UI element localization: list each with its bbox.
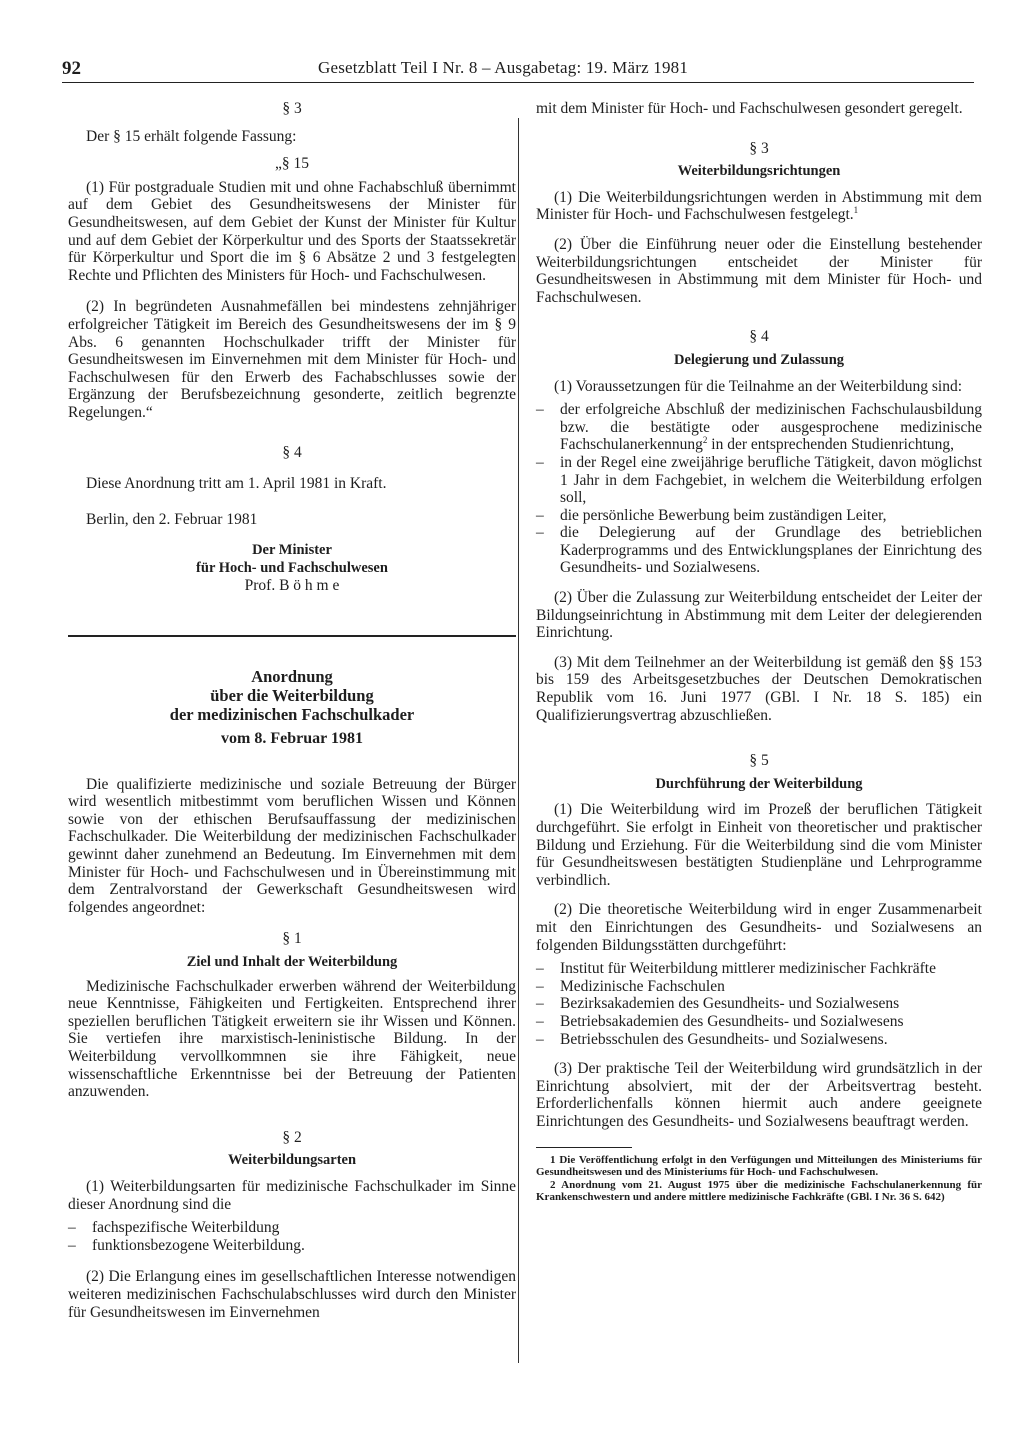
list-item-text: Institut für Weiterbildung mittlerer medizinischer Fachkräfte [560,960,936,978]
paragraph: Medizinische Fachschulkader erwerben während der Weiterbildung neue Kenntnisse, Fähigkeiten und Fertigkeiten. Entsprechend ihrer speziellen beruflichen Tätigkeit erweitern sie ihr Wissen und Können. Sie vertiefen ihre marxistisch-leninistische Bildung. In der Weiterbildung vervollkommnen sie ihre Fähigkeit, neue wissenschaftliche Erkenntnisse bei der Betreuung der Patienten anzuwenden. [68,977,516,1101]
running-title: Gesetzblatt Teil I Nr. 8 – Ausgabetag: 19. März 1981 [318,58,689,77]
section-title: Weiterbildungsarten [227,1152,357,1169]
section-heading: § 3 [282,100,302,117]
list-item [536,960,982,978]
ordinance-title: der medizinischen Fachschulkader [169,705,415,725]
dash-marker: – [536,506,544,524]
signature-title: Der Minister [252,542,332,559]
list-item [68,1237,516,1255]
paragraph-text: (1) Die Weiterbildungsrichtungen werden in Abstimmung mit dem Minister für Hoch- und Fachschulwesen festgelegt. [536,188,982,224]
list-item [536,524,982,577]
list-item [536,454,982,507]
list-item [68,1219,516,1237]
paragraph: (3) Der praktische Teil der Weiterbildung wird grundsätzlich in der Einrichtung absolviert, mit der der Arbeitsvertrag besteht. Erforderlichenfalls können hiermit auch andere geeignete Einrichtungen des Gesundheits- und Sozialwesens beauftragt werden. [536,1060,982,1130]
list-item [536,1031,982,1049]
list-item-text: Betriebsschulen des Gesundheits- und Sozialwesens. [560,1030,888,1048]
paragraph-continuation: mit dem Minister für Hoch- und Fachschulwesen gesondert geregelt. [536,100,963,117]
footnote: 2 Anordnung vom 21. August 1975 über die medizinische Fachschulanerkennung für Krankenschwestern und andere mittlere medizinische Fachkräfte (GBl. I Nr. 36 S. 642) [536,1178,982,1203]
signature-title: für Hoch- und Fachschulwesen [196,559,388,576]
list-item [536,507,982,525]
list-item-text: der erfolgreiche Abschluß der medizinischen Fachschulausbildung bzw. die bestätigte oder ausgesprochene medizinische Fachschulanerkennung [560,401,982,454]
page-number: 92 [62,58,81,79]
section-title: Delegierung und Zulassung [673,351,845,368]
section-heading: § 4 [282,443,302,461]
section-heading: „§ 15 [274,155,309,173]
footnote: 1 Die Veröffentlichung erfolgt in den Verfügungen und Mitteilungen des Ministeriums für Gesundheitswesen und des Ministeriums für Hoch- und Fachschulwesen. [536,1153,982,1178]
section-title: Weiterbildungsrichtungen [677,163,841,180]
dash-marker: – [68,1236,76,1254]
section-heading: § 3 [749,139,769,157]
dash-marker: – [536,1030,544,1048]
list-item [536,401,982,454]
list-item-text: fachspezifische Weiterbildung [92,1219,280,1237]
paragraph: (2) Über die Einführung neuer oder die Einstellung bestehender Weiterbildungsrichtungen entscheidet der Minister für Gesundheitswesen in Abstimmung mit dem Minister für Hoch- und Fachschulwesen. [536,235,982,306]
section-title: Durchführung der Weiterbildung [655,775,863,792]
paragraph: Der § 15 erhält folgende Fassung: [86,127,297,145]
section-heading: § 5 [749,752,769,770]
column-divider [518,118,519,1363]
paragraph: (1) Für postgraduale Studien mit und ohne Fachabschluß übernimmt auf dem Gebiet des Gesundheitswesens der Minister für Gesundheitswesen, auf dem Gebiet der Kunst der Minister für Kultur und auf dem Gebiet der Körperkultur und des Sports der Staatssekretär für Körperkultur und Sport die im § 6 Absätze 2 und 3 festgelegten Rechte und Pflichten des Ministers für Hoch- und Fachschulwesen. [68,178,516,284]
list-item-text: in der entsprechenden Studienrichtung, [707,436,955,454]
signature-name: Prof. B ö h m e [244,577,340,595]
dash-marker: – [536,524,544,542]
footnote-rule [536,1147,632,1148]
right-column [536,100,982,1204]
footnote-ref: 1 [853,205,859,216]
list-item-text: Medizinische Fachschulen [560,977,725,995]
paragraph [536,189,982,224]
dash-marker: – [536,960,544,978]
paragraph: (1) Die Weiterbildung wird im Prozeß der beruflichen Tätigkeit durchgeführt. Sie erfolgt in Einheit von theoretischer und praktischer Bildung und Erziehung. Für die Weiterbildung sind die vom Minister für Gesundheitswesen bestätigten Studienpläne und Lehrprogramme verbindlich. [536,801,982,889]
section-heading: § 2 [282,1128,302,1146]
preamble: Die qualifizierte medizinische und soziale Betreuung der Bürger wird wesentlich mitbestimmt vom beruflichen Wissen und Können sowie von der ethischen Berufsauffassung der medizinischen Fachschulkader. Die Weiterbildung der medizinischen Fachschulkader gewinnt daher zunehmend an Bedeutung. Im Einvernehmen mit dem Minister für Hoch- und Fachschulwesen und in Übereinstimmung mit dem Zentralvorstand der Gewerkschaft Gesundheitswesen wird folgendes angeordnet: [68,775,516,916]
paragraph: (1) Weiterbildungsarten für medizinische Fachschulkader im Sinne dieser Anordnung sind die [68,1177,516,1213]
list-item [536,978,982,996]
ordinance-title: über die Weiterbildung [210,686,374,706]
place-date: Berlin, den 2. Februar 1981 [86,510,258,528]
ordinance-date: vom 8. Februar 1981 [221,730,363,748]
list-item [536,995,982,1013]
paragraph: (2) In begründeten Ausnahmefällen bei mindestens zehnjähriger erfolgreicher Tätigkeit im Bereich des Gesundheitswesens der im § 9 Abs. 6 genannten Hochschulkader trifft der Minister für Gesundheitswesen im Einvernehmen mit dem Minister für Hoch- und Fachschulwesen für den Erwerb des Fachabschlusses sowie der Ergänzung der Berufsbezeichnung gesonderte, zeitlich begrenzte Regelungen.“ [68,298,516,421]
paragraph: Diese Anordnung tritt am 1. April 1981 in Kraft. [86,475,387,493]
dash-marker: – [536,453,544,471]
section-heading: § 1 [282,930,302,948]
dash-marker: – [536,1012,544,1030]
paragraph: (3) Mit dem Teilnehmer an der Weiterbildung ist gemäß den §§ 153 bis 159 des Arbeitsgesetzbuches der Deutschen Demokratischen Republik vom 16. Juni 1977 (GBl. I Nr. 18 S. 185) ein Qualifizierungsvertrag abzuschließen. [536,653,982,724]
list-item-text: die Delegierung auf der Grundlage des betrieblichen Kaderprogramms und des Entwicklungsplanes der Einrichtung des Gesundheits- und Sozialwesens. [560,524,982,577]
dash-marker: – [536,977,544,995]
paragraph: (1) Voraussetzungen für die Teilnahme an der Weiterbildung sind: [554,377,963,395]
list-item-text: funktionsbezogene Weiterbildung. [92,1236,305,1254]
dash-marker: – [68,1219,76,1237]
paragraph: (2) Die theoretische Weiterbildung wird in enger Zusammenarbeit mit den Einrichtungen des Gesundheits- und Sozialwesens an folgenden Bildungsstätten durchgeführt: [536,901,982,954]
list-item-text: die persönliche Bewerbung beim zuständigen Leiter, [560,506,887,524]
list-item-text: Bezirksakademien des Gesundheits- und Sozialwesens [560,995,900,1013]
section-title: Ziel und Inhalt der Weiterbildung [186,954,398,970]
paragraph: (2) Über die Zulassung zur Weiterbildung entscheidet der Leiter der Bildungseinrichtung in Abstimmung mit dem Leiter der delegierenden Einrichtung. [536,589,982,642]
paragraph: (2) Die Erlangung eines im gesellschaftlichen Interesse notwendigen weiteren medizinischen Fachschulabschlusses wird durch den Minister für Gesundheitswesen im Einvernehmen [68,1268,516,1321]
footnotes [536,1154,982,1204]
left-column [68,100,516,1321]
dash-marker: – [536,401,544,419]
separator-rule [68,635,516,637]
list-item [536,1013,982,1031]
dash-marker: – [536,995,544,1013]
footnote-ref: 2 [702,435,708,446]
ordinance-title: Anordnung [251,667,333,687]
section-heading: § 4 [749,328,769,346]
page-header [62,52,974,83]
list-item-text: in der Regel eine zweijährige berufliche Tätigkeit, davon möglichst 1 Jahr in dem Fachgebiet, in welchem die Weiterbildung erfolgen soll, [560,453,982,507]
list-item-text: Betriebsakademien des Gesundheits- und Sozialwesens [560,1012,904,1030]
